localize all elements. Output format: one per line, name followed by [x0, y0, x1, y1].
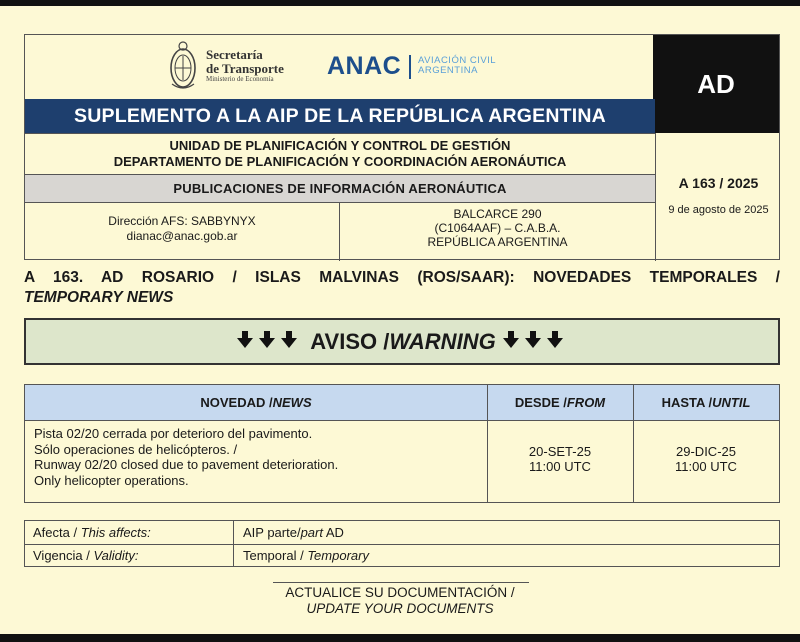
- col-until-en: UNTIL: [712, 395, 751, 410]
- address-line1: BALCARCE 290: [453, 207, 542, 221]
- anac-logo-subtitle: [418, 56, 496, 77]
- secretaria-logo-text: [206, 48, 284, 84]
- down-arrows-icon: [502, 328, 568, 356]
- publication-date: 9 de agosto de 2025: [668, 204, 769, 216]
- news-line: Pista 02/20 cerrada por deterioro del pavimento.: [34, 426, 313, 441]
- affects-value-es: AIP parte/: [243, 525, 301, 540]
- document-header: [24, 34, 780, 260]
- down-arrows-icon: [236, 328, 302, 356]
- news-table-header: [25, 385, 779, 421]
- col-news-header: [25, 385, 487, 420]
- warning-label-es: AVISO /: [310, 328, 390, 354]
- until-date: 29-DIC-25: [676, 444, 736, 459]
- issuing-unit: [25, 133, 655, 175]
- from-time: 11:00 UTC: [529, 459, 591, 474]
- secretaria-line1: Secretaría: [206, 47, 263, 62]
- postal-address: [340, 203, 655, 265]
- affects-value-en: part: [300, 525, 323, 540]
- arrow-down-icon: [502, 328, 568, 350]
- secretaria-line3: Ministerio de Economía: [206, 75, 274, 84]
- anac-logo-divider: [409, 55, 411, 79]
- news-table: [24, 384, 780, 503]
- affects-label-es: Afecta /: [33, 525, 81, 540]
- footer-line2: UPDATE YOUR DOCUMENTS: [306, 601, 494, 616]
- document-title: SUPLEMENTO A LA AIP DE LA REPÚBLICA ARGENTINA: [25, 99, 655, 133]
- anac-sub-line2: ARGENTINA: [418, 65, 478, 77]
- arrow-down-icon: [236, 328, 302, 350]
- news-line: Sólo operaciones de helicópteros. /: [34, 441, 238, 457]
- news-cell: [25, 426, 496, 488]
- unit-line1: UNIDAD DE PLANIFICACIÓN Y CONTROL DE GESTIÓN: [169, 138, 511, 153]
- publications-band: PUBLICACIONES DE INFORMACIÓN AERONÁUTICA: [25, 175, 655, 203]
- affects-label: [33, 525, 151, 540]
- address-line3: REPÚBLICA ARGENTINA: [427, 235, 568, 249]
- aip-number: A 163 / 2025: [678, 175, 759, 191]
- contact-info: [25, 203, 340, 261]
- validity-label: [33, 548, 139, 563]
- col-news-en: NEWS: [272, 395, 312, 410]
- footer-rule: [273, 582, 529, 583]
- news-line: Only helicopter operations.: [34, 472, 189, 488]
- validity-value: [243, 548, 369, 563]
- validity-row: [25, 544, 779, 567]
- warning-banner: [24, 318, 780, 365]
- col-from-en: FROM: [566, 395, 606, 410]
- top-border: [0, 0, 800, 6]
- bottom-border: [0, 634, 800, 642]
- anac-logo: ANAC: [327, 52, 402, 80]
- supplement-heading-en: TEMPORARY NEWS: [24, 289, 174, 306]
- anac-sub-line1: AVIACIÓN CIVIL: [418, 55, 497, 66]
- header-divider: [655, 133, 656, 261]
- col-from-header: [487, 385, 633, 420]
- col-until-header: [633, 385, 779, 420]
- col-from-es: DESDE /: [514, 395, 567, 410]
- supplement-heading: A 163. AD ROSARIO / ISLAS MALVINAS (ROS/SAAR): NOVEDADES TEMPORALES /: [24, 269, 780, 286]
- national-seal-icon: [168, 40, 198, 92]
- address-line2: (C1064AAF) – C.A.B.A.: [434, 221, 561, 235]
- affects-label-en: This affects:: [80, 525, 151, 540]
- secretaria-line2: de Transporte: [206, 60, 284, 76]
- from-cell: [487, 444, 633, 474]
- affects-row: [25, 521, 779, 545]
- until-time: 11:00 UTC: [675, 459, 737, 474]
- warning-label-en: WARNING: [389, 328, 496, 354]
- validity-label-es: Vigencia /: [33, 548, 94, 563]
- col-news-es: NOVEDAD /: [200, 395, 273, 410]
- news-line: Runway 02/20 closed due to pavement deterioration.: [34, 457, 339, 472]
- logo-row: [25, 35, 655, 99]
- affects-value: [243, 525, 344, 540]
- from-date: 20-SET-25: [528, 444, 592, 459]
- footer-line1: ACTUALICE SU DOCUMENTACIÓN /: [285, 585, 515, 600]
- validity-value-en: Temporary: [307, 548, 369, 563]
- col-until-es: HASTA /: [661, 395, 713, 410]
- afs-address: Dirección AFS: SABBYNYX: [108, 214, 256, 228]
- affects-table: [24, 520, 780, 567]
- table-divider: [233, 521, 234, 566]
- validity-label-en: Validity:: [93, 548, 139, 563]
- section-badge: AD: [653, 35, 779, 133]
- validity-value-es: Temporal /: [243, 548, 308, 563]
- until-cell: [633, 444, 779, 474]
- affects-value-tail: AD: [322, 525, 344, 540]
- email-address: dianac@anac.gob.ar: [126, 229, 238, 243]
- unit-line2: DEPARTAMENTO DE PLANIFICACIÓN Y COORDINACIÓN AERONÁUTICA: [113, 154, 567, 169]
